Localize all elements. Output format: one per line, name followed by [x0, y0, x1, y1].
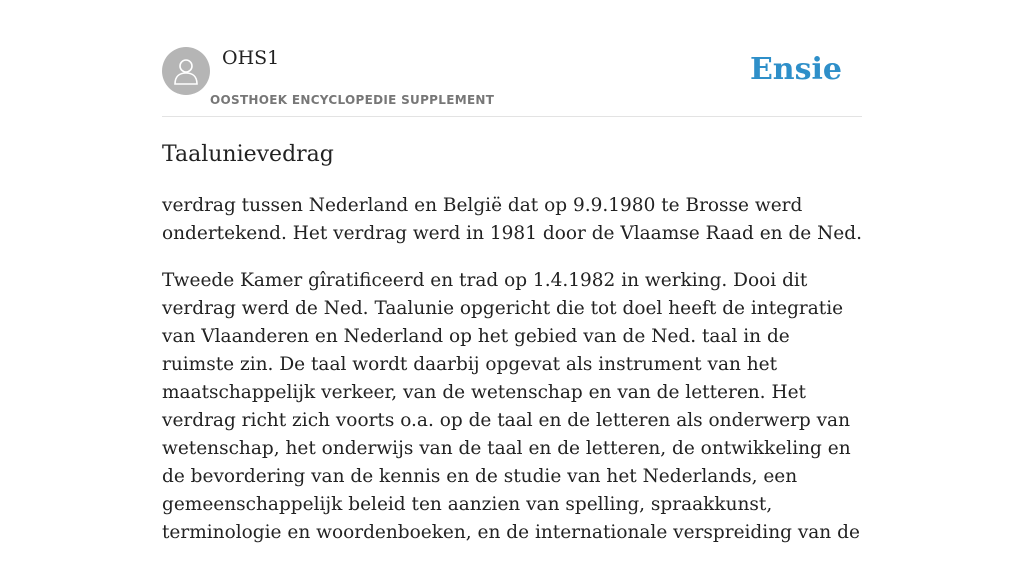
article-paragraph: verdrag tussen Nederland en België dat op 9.9.1980 te Brosse werd ondertekend. Het verdrag werd in 1981 door de Vlaamse Raad en de Ned. — [162, 195, 862, 244]
source-label[interactable]: OOSTHOEK ENCYCLOPEDIE SUPPLEMENT — [210, 93, 495, 107]
ensie-logo[interactable]: Ensie — [749, 52, 842, 87]
page-title: Taalunievedrag — [162, 142, 334, 167]
header — [162, 46, 862, 117]
user-silhouette-icon — [171, 56, 201, 86]
author-name[interactable]: OHS1 — [222, 47, 280, 69]
avatar[interactable] — [162, 47, 210, 95]
article-paragraph: Tweede Kamer gîratificeerd en trad op 1.4.1982 in werking. Dooi dit verdrag werd de Ned. Taalunie opgericht die tot doel heeft de integratie van Vlaanderen en Nederland op het gebied van de Ned. taal in de ruimste zin. De taal wordt daarbij opgevat als instrument van het maatschappelijk verkeer, van de wetenschap en van de letteren. Het verdrag richt zich voorts o.a. op de taal en de letteren als onderwerp van wetenschap, het onderwijs van de taal en de letteren, de ontwikkeling en de bevordering van de kennis en de studie van het Nederlands, een gemeenschappelijk beleid ten aanzien van spelling, spraakkunst, terminologie en woordenboeken, en de internationale verspreiding van de — [162, 270, 860, 543]
article-body — [162, 192, 862, 566]
